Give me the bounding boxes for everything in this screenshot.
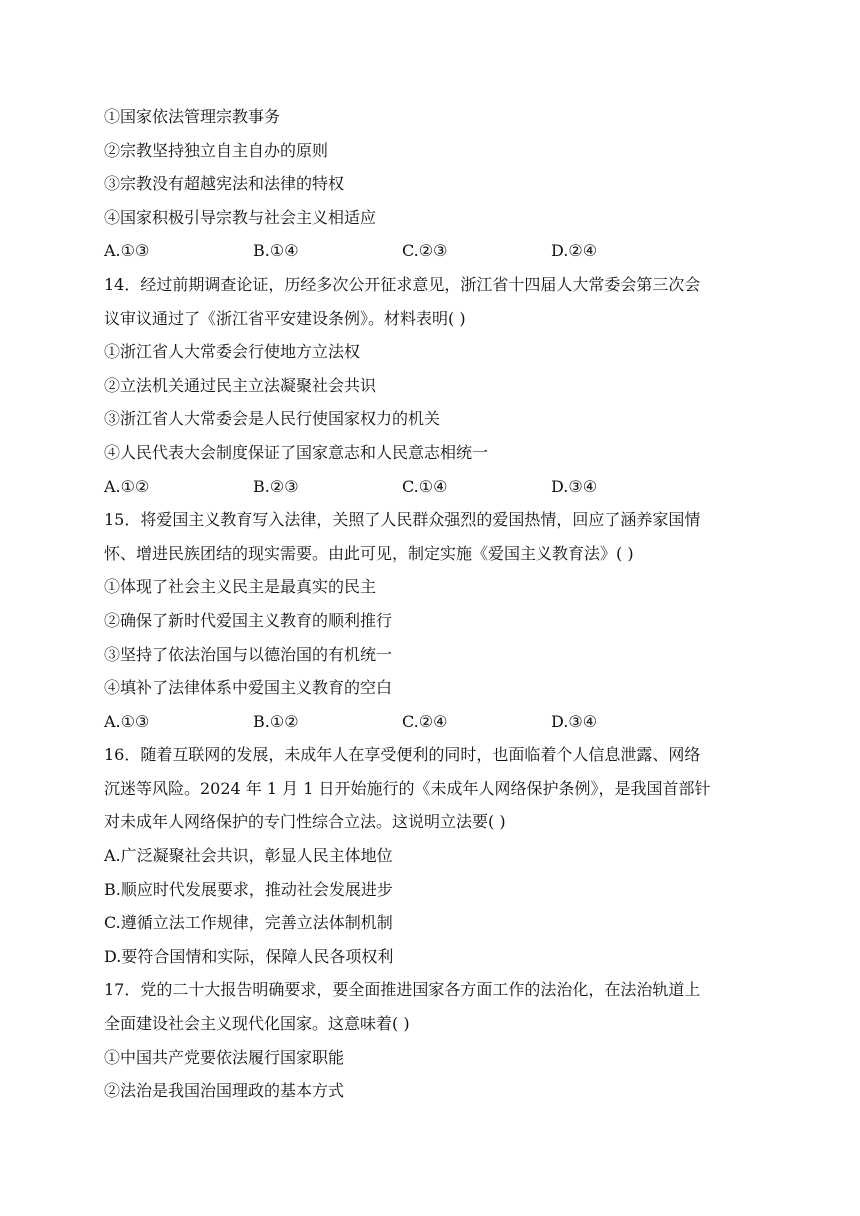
- question-stem-line: 14．经过前期调查论证，历经多次公开征求意见，浙江省十四届人大常委会第三次会: [104, 274, 701, 294]
- statement-item: ④人民代表大会制度保证了国家意志和人民意志相统一: [104, 442, 489, 462]
- statement-item: ③宗教没有超越宪法和法律的特权: [104, 174, 345, 194]
- answer-options: [104, 705, 754, 739]
- statement-item: ④填补了法律体系中爱国主义教育的空白: [104, 678, 393, 698]
- question-17: [104, 973, 754, 1107]
- statement-item: ④国家积极引导宗教与社会主义相适应: [104, 207, 377, 227]
- answer-options: [104, 470, 754, 504]
- statement-item: ②确保了新时代爱国主义教育的顺利推行: [104, 610, 393, 630]
- statement-item: ①中国共产党要依法履行国家职能: [104, 1047, 345, 1067]
- question-14: [104, 268, 754, 503]
- statement-item: ①浙江省人大常委会行使地方立法权: [104, 342, 361, 362]
- statement-item: ①国家依法管理宗教事务: [104, 107, 281, 126]
- option-a: A.①③: [104, 241, 150, 261]
- option-c: C.②④: [402, 711, 448, 731]
- option-b: B.②③: [253, 476, 299, 496]
- option-d: D.②④: [551, 241, 598, 261]
- choice-b: B.顺应时代发展要求，推动社会发展进步: [104, 879, 393, 899]
- question-stem-line: 17．党的二十大报告明确要求，要全面推进国家各方面工作的法治化，在法治轨道上: [104, 980, 701, 1000]
- question-stem-line: 对未成年人网络保护的专门性综合立法。这说明立法要( ): [104, 812, 506, 832]
- question-stem-line: 沉迷等风险。2024 年 1 月 1 日开始施行的《未成年人网络保护条例》，是我国首部针: [104, 778, 711, 798]
- statement-item: ③浙江省人大常委会是人民行使国家权力的机关: [104, 409, 441, 429]
- option-a: A.①③: [104, 711, 150, 731]
- question-16: [104, 738, 754, 973]
- statement-item: ③坚持了依法治国与以德治国的有机统一: [104, 644, 393, 664]
- choice-d: D.要符合国情和实际，保障人民各项权利: [104, 946, 394, 966]
- answer-options: [104, 234, 754, 268]
- question-13: [104, 100, 754, 268]
- choice-a: A.广泛凝聚社会共识，彰显人民主体地位: [104, 846, 393, 866]
- option-c: C.①④: [402, 476, 448, 496]
- option-a: A.①②: [104, 476, 150, 496]
- option-c: C.②③: [402, 241, 448, 261]
- option-b: B.①④: [253, 241, 299, 261]
- question-stem-line: 15．将爱国主义教育写入法律，关照了人民群众强烈的爱国热情，回应了涵养家国情: [104, 510, 701, 530]
- question-15: [104, 503, 754, 738]
- statement-item: ②宗教坚持独立自主自办的原则: [104, 140, 329, 160]
- question-stem-line: 全面建设社会主义现代化国家。这意味着( ): [104, 1014, 410, 1034]
- choice-c: C.遵循立法工作规律，完善立法体制机制: [104, 913, 393, 933]
- statement-item: ①体现了社会主义民主是最真实的民主: [104, 577, 377, 597]
- statement-item: ②法治是我国治国理政的基本方式: [104, 1081, 345, 1101]
- option-d: D.③④: [551, 476, 598, 496]
- question-stem-line: 议审议通过了《浙江省平安建设条例》。材料表明( ): [104, 308, 466, 328]
- exam-page: [104, 100, 754, 1108]
- option-d: D.③④: [551, 711, 598, 731]
- question-stem-line: 16．随着互联网的发展，未成年人在享受便利的同时，也面临着个人信息泄露、网络: [104, 745, 701, 765]
- option-b: B.①②: [253, 711, 299, 731]
- statement-item: ②立法机关通过民主立法凝聚社会共识: [104, 375, 377, 395]
- question-stem-line: 怀、增进民族团结的现实需要。由此可见，制定实施《爱国主义教育法》( ): [104, 543, 634, 563]
